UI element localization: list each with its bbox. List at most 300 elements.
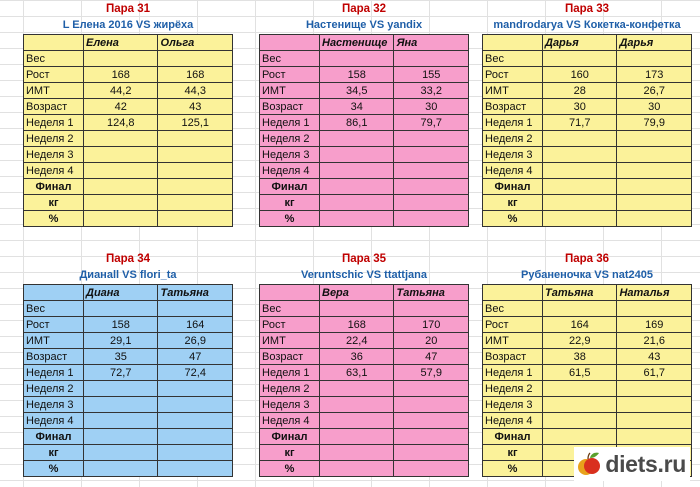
- value-cell[interactable]: [543, 163, 617, 179]
- row-label-cell[interactable]: Неделя 2: [260, 131, 320, 147]
- table-row: [260, 397, 469, 413]
- participant-name-cell[interactable]: Настенище: [320, 35, 394, 51]
- table-row: [260, 131, 469, 147]
- row-label-cell[interactable]: ИМТ: [483, 83, 543, 99]
- pair-title: Пара 33: [564, 3, 610, 15]
- value-cell[interactable]: [543, 147, 617, 163]
- table-row: [260, 83, 469, 99]
- row-label-cell[interactable]: Вес: [260, 301, 320, 317]
- value-cell[interactable]: [617, 413, 692, 429]
- row-label-cell[interactable]: Вес: [24, 301, 84, 317]
- pair-vs-title: Дианаll VS flori_ta: [79, 269, 177, 281]
- row-label-cell[interactable]: Финал: [24, 179, 84, 195]
- value-cell[interactable]: 173: [617, 67, 692, 83]
- row-label-cell[interactable]: Неделя 1: [260, 115, 320, 131]
- value-cell[interactable]: [617, 195, 692, 211]
- table-header-row: [260, 285, 469, 301]
- pair-vs-title: Veruntschic VS ttattjana: [301, 269, 427, 281]
- table-row: [483, 131, 692, 147]
- row-label-cell[interactable]: Рост: [24, 67, 84, 83]
- table-row: [483, 381, 692, 397]
- value-cell[interactable]: [320, 195, 394, 211]
- value-cell[interactable]: [158, 163, 233, 179]
- value-cell[interactable]: 34: [320, 99, 394, 115]
- table-row: [260, 51, 469, 67]
- value-cell[interactable]: 158: [84, 317, 158, 333]
- row-label-cell[interactable]: Возраст: [260, 99, 320, 115]
- value-cell[interactable]: [617, 397, 692, 413]
- row-label-cell[interactable]: Неделя 3: [483, 397, 543, 413]
- row-label-cell[interactable]: Неделя 4: [260, 163, 320, 179]
- value-cell[interactable]: 79,7: [394, 115, 469, 131]
- value-cell[interactable]: [84, 301, 158, 317]
- row-label-cell[interactable]: Вес: [483, 51, 543, 67]
- row-label-cell[interactable]: Финал: [24, 429, 84, 445]
- value-cell[interactable]: 35: [84, 349, 158, 365]
- value-cell[interactable]: 29,1: [84, 333, 158, 349]
- participant-name-cell[interactable]: Дарья: [543, 35, 617, 51]
- row-label-cell[interactable]: Финал: [260, 179, 320, 195]
- table-row: [24, 147, 233, 163]
- table-row: [24, 179, 233, 195]
- table-header-row: [483, 285, 692, 301]
- value-cell[interactable]: 22,4: [320, 333, 394, 349]
- row-label-cell[interactable]: %: [483, 211, 543, 227]
- row-label-cell[interactable]: Неделя 4: [24, 163, 84, 179]
- row-label-cell[interactable]: Неделя 1: [483, 115, 543, 131]
- pair-title: Пара 34: [105, 253, 151, 265]
- row-label-cell[interactable]: %: [260, 211, 320, 227]
- value-cell[interactable]: 160: [543, 67, 617, 83]
- pair-table: [259, 34, 469, 227]
- value-cell[interactable]: [84, 211, 158, 227]
- row-label-cell[interactable]: Неделя 3: [260, 147, 320, 163]
- value-cell[interactable]: [84, 413, 158, 429]
- value-cell[interactable]: [84, 147, 158, 163]
- participant-name-cell[interactable]: Татьяна: [543, 285, 617, 301]
- table-row: [24, 381, 233, 397]
- value-cell[interactable]: [394, 429, 469, 445]
- row-label-cell[interactable]: Неделя 4: [483, 163, 543, 179]
- row-label-cell[interactable]: Неделя 2: [483, 131, 543, 147]
- row-label-cell[interactable]: Неделя 3: [260, 397, 320, 413]
- table-row: [24, 349, 233, 365]
- row-label-cell[interactable]: Неделя 2: [483, 381, 543, 397]
- row-label-cell[interactable]: Неделя 3: [24, 397, 84, 413]
- value-cell[interactable]: [617, 131, 692, 147]
- table-row: [24, 83, 233, 99]
- table-row: [24, 51, 233, 67]
- pair-vs-title: Настенище VS yandix: [305, 19, 423, 31]
- value-cell[interactable]: [543, 397, 617, 413]
- value-cell[interactable]: 63,1: [320, 365, 394, 381]
- table-row: [483, 413, 692, 429]
- value-cell[interactable]: 44,3: [158, 83, 233, 99]
- row-label-cell[interactable]: Неделя 4: [24, 413, 84, 429]
- value-cell[interactable]: [543, 211, 617, 227]
- table-row: [483, 211, 692, 227]
- value-cell[interactable]: [320, 211, 394, 227]
- value-cell[interactable]: [158, 211, 233, 227]
- table-row: [483, 397, 692, 413]
- table-row: [260, 445, 469, 461]
- table-row: [483, 99, 692, 115]
- value-cell[interactable]: [158, 429, 233, 445]
- row-label-cell[interactable]: Возраст: [24, 99, 84, 115]
- table-row: [483, 147, 692, 163]
- row-label-cell[interactable]: ИМТ: [483, 333, 543, 349]
- value-cell[interactable]: [617, 211, 692, 227]
- row-label-cell[interactable]: Вес: [24, 51, 84, 67]
- row-label-cell[interactable]: ИМТ: [24, 83, 84, 99]
- value-cell[interactable]: 61,5: [543, 365, 617, 381]
- row-label-cell[interactable]: %: [24, 211, 84, 227]
- header-empty-cell[interactable]: [483, 285, 543, 301]
- table-row: [260, 115, 469, 131]
- value-cell[interactable]: [84, 179, 158, 195]
- value-cell[interactable]: [394, 211, 469, 227]
- participant-name-cell[interactable]: Ольга: [158, 35, 233, 51]
- value-cell[interactable]: [320, 413, 394, 429]
- row-label-cell[interactable]: Неделя 1: [260, 365, 320, 381]
- table-row: [24, 333, 233, 349]
- row-label-cell[interactable]: %: [483, 461, 543, 477]
- row-label-cell[interactable]: %: [260, 461, 320, 477]
- row-label-cell[interactable]: Финал: [483, 429, 543, 445]
- table-row: [483, 83, 692, 99]
- table-row: [24, 67, 233, 83]
- table-header-row: [260, 35, 469, 51]
- value-cell[interactable]: 33,2: [394, 83, 469, 99]
- table-row: [260, 381, 469, 397]
- row-label-cell[interactable]: кг: [260, 445, 320, 461]
- table-row: [483, 333, 692, 349]
- value-cell[interactable]: 169: [617, 317, 692, 333]
- row-label-cell[interactable]: кг: [260, 195, 320, 211]
- value-cell[interactable]: [394, 195, 469, 211]
- value-cell[interactable]: 47: [158, 349, 233, 365]
- value-cell[interactable]: 170: [394, 317, 469, 333]
- table-row: [483, 67, 692, 83]
- table-row: [483, 195, 692, 211]
- row-label-cell[interactable]: Неделя 4: [260, 413, 320, 429]
- row-label-cell[interactable]: Возраст: [260, 349, 320, 365]
- value-cell[interactable]: 43: [158, 99, 233, 115]
- value-cell[interactable]: [158, 51, 233, 67]
- row-label-cell[interactable]: Неделя 1: [24, 115, 84, 131]
- value-cell[interactable]: [394, 179, 469, 195]
- table-row: [260, 99, 469, 115]
- value-cell[interactable]: 71,7: [543, 115, 617, 131]
- row-label-cell[interactable]: Вес: [483, 301, 543, 317]
- value-cell[interactable]: 57,9: [394, 365, 469, 381]
- fruit-logo-icon: [576, 450, 602, 478]
- row-label-cell[interactable]: Неделя 3: [24, 147, 84, 163]
- participant-name-cell[interactable]: Елена: [84, 35, 158, 51]
- value-cell[interactable]: [394, 397, 469, 413]
- table-row: [260, 195, 469, 211]
- value-cell[interactable]: 72,4: [158, 365, 233, 381]
- value-cell[interactable]: [394, 413, 469, 429]
- table-header-row: [24, 35, 233, 51]
- value-cell[interactable]: [320, 301, 394, 317]
- value-cell[interactable]: 22,9: [543, 333, 617, 349]
- table-row: [260, 461, 469, 477]
- value-cell[interactable]: [84, 445, 158, 461]
- pair-table: [259, 284, 469, 477]
- header-empty-cell[interactable]: [483, 35, 543, 51]
- table-row: [483, 179, 692, 195]
- table-row: [260, 317, 469, 333]
- table-row: [24, 195, 233, 211]
- table-row: [24, 365, 233, 381]
- value-cell[interactable]: [320, 397, 394, 413]
- value-cell[interactable]: 28: [543, 83, 617, 99]
- value-cell[interactable]: 72,7: [84, 365, 158, 381]
- value-cell[interactable]: [84, 195, 158, 211]
- value-cell[interactable]: [394, 131, 469, 147]
- value-cell[interactable]: 34,5: [320, 83, 394, 99]
- value-cell[interactable]: [84, 51, 158, 67]
- value-cell[interactable]: 155: [394, 67, 469, 83]
- value-cell[interactable]: [543, 301, 617, 317]
- row-label-cell[interactable]: Рост: [483, 67, 543, 83]
- table-row: [483, 429, 692, 445]
- table-row: [483, 51, 692, 67]
- table-row: [24, 163, 233, 179]
- value-cell[interactable]: [617, 51, 692, 67]
- row-label-cell[interactable]: ИМТ: [24, 333, 84, 349]
- value-cell[interactable]: [617, 301, 692, 317]
- pair-vs-title: mandrodarya VS Кокетка-конфетка: [493, 19, 681, 31]
- value-cell[interactable]: [543, 195, 617, 211]
- header-empty-cell[interactable]: [260, 285, 320, 301]
- value-cell[interactable]: [320, 131, 394, 147]
- value-cell[interactable]: [394, 147, 469, 163]
- participant-name-cell[interactable]: Татьяна: [158, 285, 233, 301]
- value-cell[interactable]: 44,2: [84, 83, 158, 99]
- header-empty-cell[interactable]: [24, 285, 84, 301]
- value-cell[interactable]: [84, 429, 158, 445]
- value-cell[interactable]: [158, 195, 233, 211]
- value-cell[interactable]: 47: [394, 349, 469, 365]
- table-row: [260, 413, 469, 429]
- value-cell[interactable]: [617, 429, 692, 445]
- table-row: [24, 429, 233, 445]
- participant-name-cell[interactable]: Вера: [320, 285, 394, 301]
- value-cell[interactable]: [158, 147, 233, 163]
- value-cell[interactable]: [158, 413, 233, 429]
- pair-title: Пара 32: [341, 3, 387, 15]
- pair-table: [482, 34, 692, 227]
- value-cell[interactable]: [394, 445, 469, 461]
- value-cell[interactable]: 21,6: [617, 333, 692, 349]
- participant-name-cell[interactable]: Яна: [394, 35, 469, 51]
- value-cell[interactable]: 86,1: [320, 115, 394, 131]
- value-cell[interactable]: [543, 381, 617, 397]
- value-cell[interactable]: 168: [84, 67, 158, 83]
- row-label-cell[interactable]: Возраст: [483, 349, 543, 365]
- header-empty-cell[interactable]: [24, 35, 84, 51]
- pair-title: Пара 36: [564, 253, 610, 265]
- value-cell[interactable]: [158, 445, 233, 461]
- table-row: [24, 397, 233, 413]
- table-row: [24, 99, 233, 115]
- table-row: [260, 67, 469, 83]
- value-cell[interactable]: 125,1: [158, 115, 233, 131]
- value-cell[interactable]: 38: [543, 349, 617, 365]
- table-row: [260, 333, 469, 349]
- row-label-cell[interactable]: Неделя 1: [483, 365, 543, 381]
- row-label-cell[interactable]: ИМТ: [260, 83, 320, 99]
- participant-name-cell[interactable]: Диана: [84, 285, 158, 301]
- value-cell[interactable]: 42: [84, 99, 158, 115]
- value-cell[interactable]: [84, 397, 158, 413]
- value-cell[interactable]: 168: [158, 67, 233, 83]
- value-cell[interactable]: [320, 147, 394, 163]
- table-row: [260, 147, 469, 163]
- value-cell[interactable]: 79,9: [617, 115, 692, 131]
- row-label-cell[interactable]: Неделя 2: [24, 381, 84, 397]
- value-cell[interactable]: [617, 147, 692, 163]
- value-cell[interactable]: [158, 301, 233, 317]
- value-cell[interactable]: [158, 381, 233, 397]
- diets-logo[interactable]: [574, 447, 690, 481]
- value-cell[interactable]: 36: [320, 349, 394, 365]
- table-row: [483, 163, 692, 179]
- value-cell[interactable]: [320, 445, 394, 461]
- header-empty-cell[interactable]: [260, 35, 320, 51]
- row-label-cell[interactable]: Рост: [24, 317, 84, 333]
- table-row: [24, 211, 233, 227]
- value-cell[interactable]: 30: [617, 99, 692, 115]
- row-label-cell[interactable]: Неделя 2: [24, 131, 84, 147]
- row-label-cell[interactable]: кг: [483, 195, 543, 211]
- row-label-cell[interactable]: ИМТ: [260, 333, 320, 349]
- value-cell[interactable]: [394, 51, 469, 67]
- table-row: [483, 115, 692, 131]
- row-label-cell[interactable]: Финал: [483, 179, 543, 195]
- table-row: [483, 301, 692, 317]
- value-cell[interactable]: [320, 429, 394, 445]
- value-cell[interactable]: 158: [320, 67, 394, 83]
- value-cell[interactable]: [543, 429, 617, 445]
- value-cell[interactable]: [158, 397, 233, 413]
- table-header-row: [483, 35, 692, 51]
- table-row: [483, 365, 692, 381]
- value-cell[interactable]: [158, 179, 233, 195]
- value-cell[interactable]: 168: [320, 317, 394, 333]
- value-cell[interactable]: [617, 381, 692, 397]
- table-row: [24, 301, 233, 317]
- row-label-cell[interactable]: Рост: [483, 317, 543, 333]
- row-label-cell[interactable]: Неделя 2: [260, 381, 320, 397]
- table-row: [260, 301, 469, 317]
- row-label-cell[interactable]: %: [24, 461, 84, 477]
- row-label-cell[interactable]: Рост: [260, 317, 320, 333]
- row-label-cell[interactable]: Неделя 1: [24, 365, 84, 381]
- value-cell[interactable]: 61,7: [617, 365, 692, 381]
- value-cell[interactable]: 30: [543, 99, 617, 115]
- table-row: [260, 179, 469, 195]
- row-label-cell[interactable]: кг: [483, 445, 543, 461]
- value-cell[interactable]: [543, 179, 617, 195]
- table-row: [260, 365, 469, 381]
- value-cell[interactable]: [158, 461, 233, 477]
- value-cell[interactable]: [320, 51, 394, 67]
- value-cell[interactable]: [84, 461, 158, 477]
- table-row: [24, 461, 233, 477]
- value-cell[interactable]: [320, 163, 394, 179]
- pair-title: Пара 31: [105, 3, 151, 15]
- row-label-cell[interactable]: Возраст: [24, 349, 84, 365]
- row-label-cell[interactable]: Неделя 4: [483, 413, 543, 429]
- value-cell[interactable]: [320, 381, 394, 397]
- table-row: [260, 429, 469, 445]
- participant-name-cell[interactable]: Татьяна: [394, 285, 469, 301]
- table-row: [260, 211, 469, 227]
- row-label-cell[interactable]: Возраст: [483, 99, 543, 115]
- value-cell[interactable]: 124,8: [84, 115, 158, 131]
- row-label-cell[interactable]: Неделя 3: [483, 147, 543, 163]
- table-row: [24, 413, 233, 429]
- row-label-cell[interactable]: Вес: [260, 51, 320, 67]
- value-cell[interactable]: [394, 163, 469, 179]
- table-row: [483, 317, 692, 333]
- value-cell[interactable]: [84, 131, 158, 147]
- row-label-cell[interactable]: Рост: [260, 67, 320, 83]
- table-row: [260, 163, 469, 179]
- pair-vs-title: Рубаненочка VS nat2405: [521, 269, 653, 281]
- value-cell[interactable]: 164: [158, 317, 233, 333]
- pair-vs-title: L Елена 2016 VS жирёха: [62, 19, 194, 31]
- value-cell[interactable]: 164: [543, 317, 617, 333]
- row-label-cell[interactable]: кг: [24, 195, 84, 211]
- value-cell[interactable]: 43: [617, 349, 692, 365]
- value-cell[interactable]: 30: [394, 99, 469, 115]
- row-label-cell[interactable]: кг: [24, 445, 84, 461]
- table-header-row: [24, 285, 233, 301]
- value-cell[interactable]: [543, 131, 617, 147]
- table-row: [24, 445, 233, 461]
- value-cell[interactable]: [543, 51, 617, 67]
- value-cell[interactable]: 26,9: [158, 333, 233, 349]
- value-cell[interactable]: [543, 413, 617, 429]
- participant-name-cell[interactable]: Дарья: [617, 35, 692, 51]
- logo-text: diets.ru: [605, 450, 686, 477]
- table-row: [24, 317, 233, 333]
- pair-table: [23, 284, 233, 477]
- value-cell[interactable]: [158, 131, 233, 147]
- pair-table: [23, 34, 233, 227]
- value-cell[interactable]: [394, 381, 469, 397]
- value-cell[interactable]: [320, 179, 394, 195]
- value-cell[interactable]: [84, 381, 158, 397]
- value-cell[interactable]: [617, 179, 692, 195]
- row-label-cell[interactable]: Финал: [260, 429, 320, 445]
- table-row: [24, 115, 233, 131]
- value-cell[interactable]: [84, 163, 158, 179]
- value-cell[interactable]: 26,7: [617, 83, 692, 99]
- table-row: [260, 349, 469, 365]
- value-cell[interactable]: [394, 461, 469, 477]
- participant-name-cell[interactable]: Наталья: [617, 285, 692, 301]
- value-cell[interactable]: [617, 163, 692, 179]
- table-row: [483, 349, 692, 365]
- value-cell[interactable]: [394, 301, 469, 317]
- value-cell[interactable]: 20: [394, 333, 469, 349]
- value-cell[interactable]: [320, 461, 394, 477]
